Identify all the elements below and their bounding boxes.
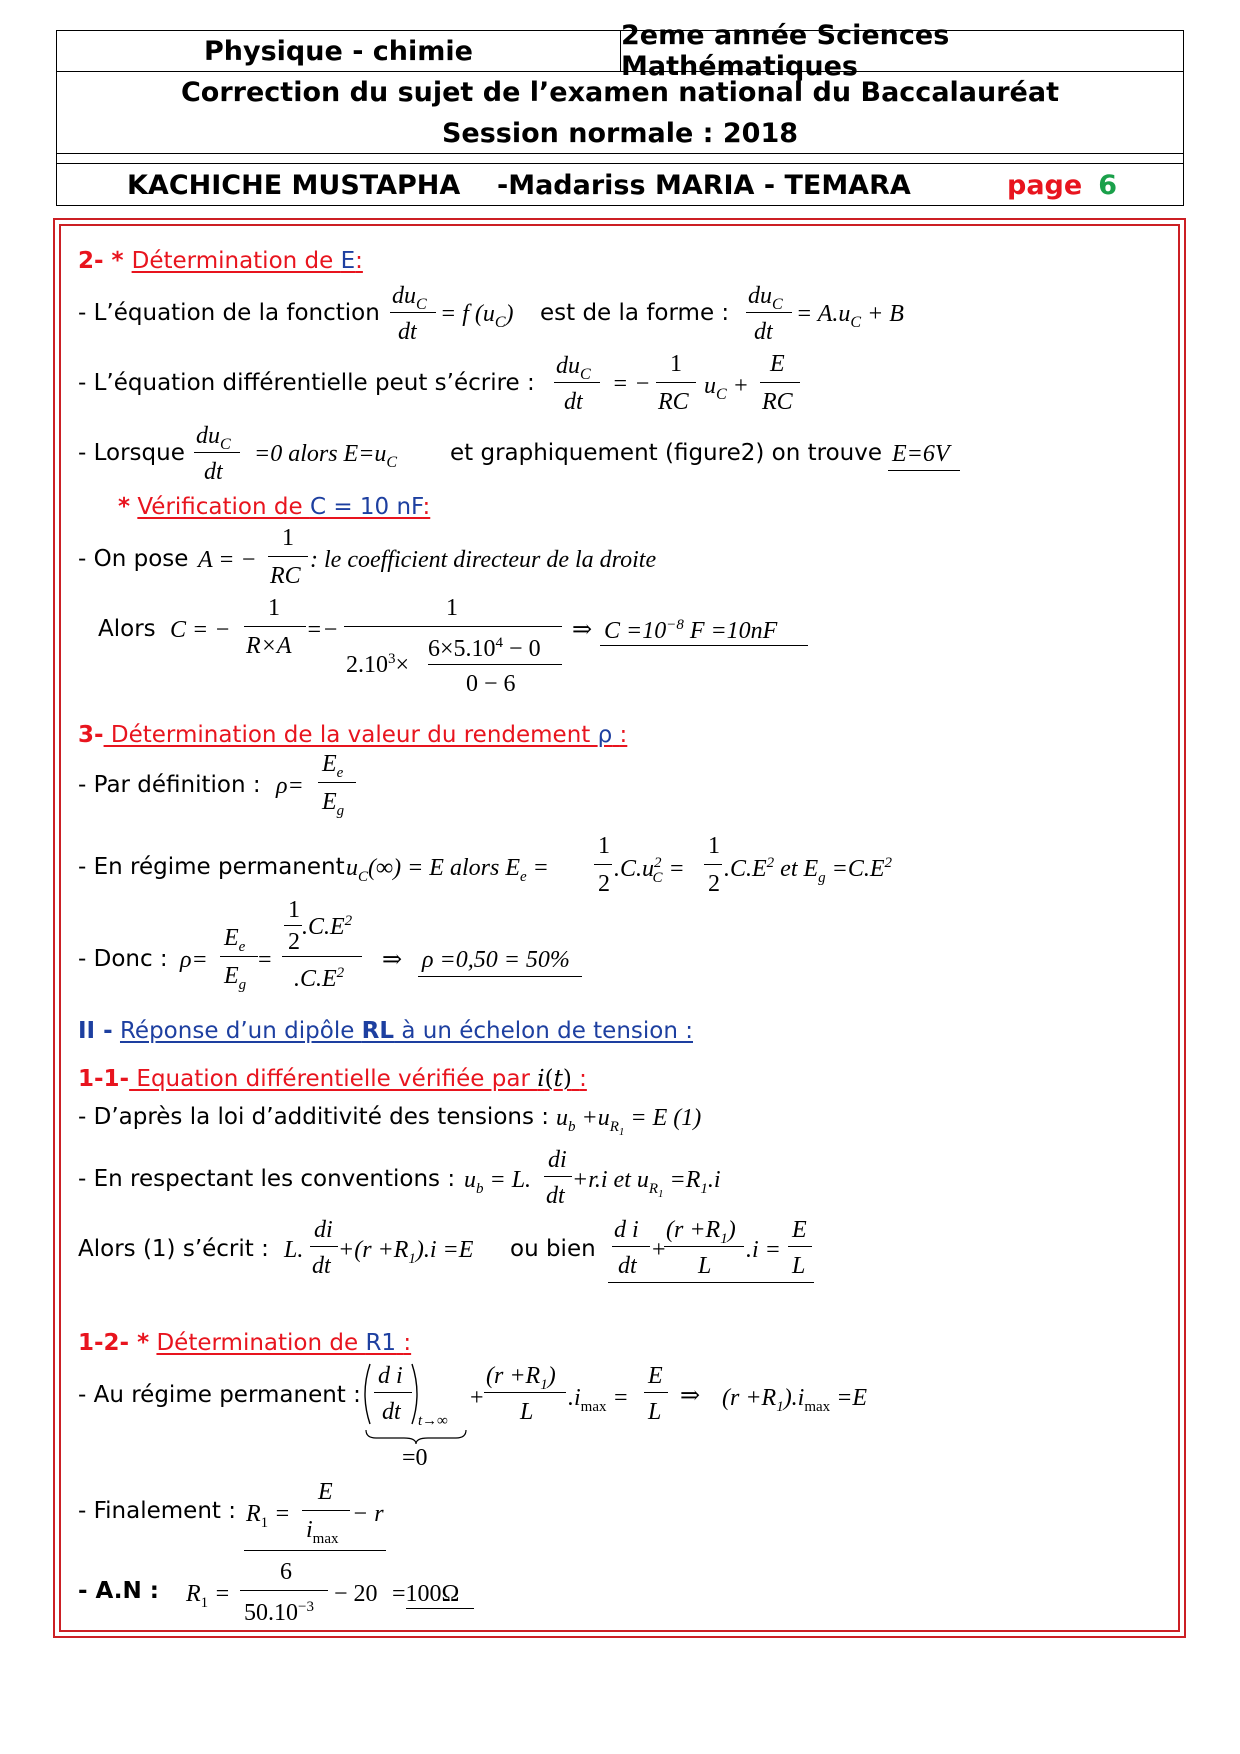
l1-dt: dt (398, 319, 417, 345)
s6-var: R1 (365, 1330, 397, 1356)
du: du (392, 283, 416, 309)
l3-dt: dt (204, 459, 223, 485)
frac-den: 0 − 6 (466, 671, 516, 697)
perm-res-end: ).i (783, 1385, 805, 1411)
conv-ub (464, 1168, 531, 1197)
rR1: +(r +R (338, 1237, 409, 1263)
A-uc-B-text: + B (867, 301, 904, 327)
s2-line2-text: - L’équation différentielle peut s’écrire : (78, 370, 535, 396)
rho-eq: ρ= (276, 773, 304, 799)
denom-a (346, 652, 409, 677)
ob-di: d i (614, 1217, 639, 1243)
perm-res (722, 1386, 867, 1415)
s2-num: 2- * (78, 248, 124, 274)
implies2: ⇒ (382, 947, 403, 973)
s3-def-text: - Par définition : (78, 772, 261, 798)
CE2c (294, 966, 344, 991)
l1b-dt: dt (754, 319, 773, 345)
CE2 (724, 856, 892, 886)
fin-R: R (246, 1501, 261, 1527)
Ee2-E: E (224, 925, 239, 951)
s3-heading (78, 724, 627, 747)
R1i-sub: 1 (700, 1180, 708, 1197)
an-minus20: − 20 (334, 1581, 378, 1607)
Eg-sub: g (336, 802, 345, 819)
C-result (604, 618, 777, 643)
Ldot: L. (284, 1237, 304, 1263)
eqE1: = E (1) (624, 1105, 702, 1131)
perm-dt: dt (382, 1399, 401, 1425)
frac-line (284, 925, 302, 926)
frac-line (484, 1392, 566, 1393)
lorsque-sub: C (386, 453, 398, 471)
conv-rest (572, 1168, 721, 1200)
result-underline (418, 976, 582, 977)
an-six: 6 (280, 1559, 292, 1585)
ob-doti: .i = (746, 1237, 781, 1263)
Ee2-sub: e (238, 938, 246, 955)
implies3: ⇒ (680, 1383, 701, 1409)
result-underline (608, 1282, 814, 1283)
frac-line (310, 1246, 338, 1247)
half-num: 1 (598, 833, 610, 859)
rho-eq2: ρ= (180, 947, 208, 973)
s2-line3-mid: et graphiquement (figure2) on trouve (450, 440, 882, 466)
RxA: R×A (246, 633, 292, 659)
s3-colon: : (619, 722, 628, 748)
alors-dt: dt (312, 1253, 331, 1279)
perm-res-sub: 1 (776, 1398, 784, 1415)
l2-RC: RC (658, 389, 689, 415)
frac-line (612, 1246, 650, 1247)
s6-title (156, 1330, 411, 1356)
verif-var: C = 10 nF (309, 494, 423, 520)
CE2b (302, 914, 352, 939)
s2-title-text: Détermination de (131, 248, 341, 274)
s6-heading (78, 1332, 411, 1355)
Eg2 (224, 964, 246, 993)
rR1-sub: 1 (408, 1250, 416, 1267)
Eg2-sub: g (238, 976, 247, 993)
sub-c: C (416, 295, 427, 313)
frac-line (268, 556, 308, 557)
ob-dt: dt (618, 1253, 637, 1279)
s6-perm-text: - Au régime permanent : (78, 1382, 361, 1408)
CuC (614, 856, 685, 886)
perm-E: E (648, 1363, 663, 1389)
A-uc: = A.u (796, 301, 851, 327)
alors-text: Alors (98, 616, 156, 642)
uinf-sub: C (358, 868, 369, 885)
ri: +r.i et u (572, 1167, 649, 1193)
ob-L: L (698, 1253, 712, 1279)
s2-var: E (340, 248, 356, 274)
eq-half2: = (662, 856, 685, 882)
l1b-du (748, 284, 783, 313)
et: et E (774, 856, 819, 882)
CE2b-text: .C.E (302, 914, 345, 940)
l1-du (392, 284, 427, 313)
perm-res-text: (r +R (722, 1385, 777, 1411)
frac-line (760, 382, 800, 383)
limit-parentheses (360, 1362, 470, 1444)
s2-colon: : (355, 248, 363, 274)
l2-E: E (770, 351, 785, 377)
verif-title (137, 494, 430, 520)
perm-eq: = (606, 1385, 629, 1411)
Eg2-E: E (224, 963, 239, 989)
eq-half: = (526, 855, 549, 881)
CE2-sq: 2 (766, 855, 775, 871)
l2-RC2: RC (762, 389, 793, 415)
big-one: 1 (446, 595, 458, 621)
fin-E: E (318, 1479, 333, 1505)
perm-res-max: max (804, 1398, 831, 1415)
doc-title: Correction du sujet de l’examen national du Baccalauréat (180, 76, 1059, 108)
Eg-res-sq: 2 (884, 855, 893, 871)
an-den (244, 1600, 314, 1625)
s5-title: Equation différentielle vérifiée par i(t) : (129, 1066, 587, 1092)
uinf-rest: (∞) = E alors E (368, 855, 520, 881)
uR1-1: 1 (618, 1125, 625, 1138)
ob-rR1-text: (r +R (666, 1217, 721, 1243)
frac-line (594, 864, 612, 865)
sub-c3: C (580, 365, 591, 383)
rR1-eq (338, 1238, 473, 1267)
ub: u (556, 1105, 568, 1131)
l2-du (556, 354, 591, 383)
frac-num-text: 6×5.10 (428, 636, 496, 662)
frac-line (664, 1246, 744, 1247)
frac-line (704, 864, 722, 865)
header-table (56, 20, 1184, 206)
ob-L2: L (792, 1253, 806, 1279)
CuC-text: .C.u (614, 856, 655, 882)
uinf-e-sub: e (519, 868, 527, 885)
result-underline (888, 470, 960, 471)
subject-cell: Physique - chimie (57, 31, 621, 71)
s4-heading (78, 1020, 693, 1043)
half-den: 2 (598, 871, 610, 897)
A-uc-B (796, 302, 904, 331)
pose-one: 1 (282, 525, 294, 551)
perm-rR1-sub: 1 (540, 1376, 548, 1393)
an-den-exp: −3 (298, 1599, 314, 1615)
ou-bien: ou bien (510, 1236, 596, 1262)
ri-R: R (648, 1180, 659, 1197)
an-R-sub: 1 (200, 1594, 209, 1611)
s3-num: 3- (78, 722, 104, 748)
Eg (322, 790, 344, 819)
uinf (346, 856, 549, 885)
Ee2 (224, 926, 245, 955)
f-uc (440, 302, 514, 331)
A-uc-sub: C (850, 313, 862, 331)
page-label: page (1007, 169, 1083, 201)
half-num2: 1 (708, 833, 720, 859)
s6-fin-text: - Finalement : (78, 1498, 236, 1524)
implies: ⇒ (572, 617, 593, 643)
fin-max: max (312, 1530, 339, 1547)
page-indicator (1007, 170, 1117, 201)
pose-RC: RC (270, 563, 301, 589)
frac-line (544, 1176, 572, 1177)
frac-line (194, 452, 240, 453)
L-dot: = L. (483, 1167, 532, 1193)
page-number: 6 (1098, 169, 1117, 201)
perm-imax-sub: max (580, 1398, 607, 1415)
f-uc-sub: C (494, 313, 506, 331)
t-inf: t→∞ (418, 1413, 448, 1429)
perm-rR1-end: ) (547, 1363, 556, 1389)
perm-imax (568, 1386, 629, 1415)
frac-line (302, 1510, 350, 1511)
Eg-res: =C.E (825, 856, 885, 882)
f-uc-text: = f (u (440, 301, 495, 327)
s6-colon: : (403, 1330, 412, 1356)
conv-ub-u: u (464, 1167, 476, 1193)
Eg-E: E (322, 789, 337, 815)
s5-title-text: Equation différentielle vérifiée par (129, 1066, 538, 1092)
verif-star: * (118, 494, 131, 520)
s6-an-text: - A.N : (78, 1578, 159, 1604)
fin-imax (306, 1518, 339, 1547)
du4: du (196, 423, 220, 449)
ob-plus: + (652, 1237, 666, 1263)
header-row-4 (57, 163, 1183, 206)
fin-eq: = (268, 1501, 291, 1527)
R1i: =R (663, 1167, 701, 1193)
s6-num: 1-2- * (78, 1330, 150, 1356)
du3: du (556, 353, 580, 379)
ri-1: 1 (658, 1187, 664, 1200)
s3-donc-text: - Donc : (78, 946, 168, 972)
level-cell: 2eme année Sciences Mathématiques (621, 20, 950, 82)
C-res: C =10 (604, 618, 667, 644)
C-eq: C = − (170, 617, 231, 643)
sub-c4: C (220, 435, 231, 453)
uc: u (704, 373, 716, 399)
s2-title (132, 248, 363, 274)
author-name: KACHICHE MUSTAPHA (127, 169, 461, 201)
frac-line (240, 1590, 328, 1591)
eq-donc: = (258, 947, 272, 973)
CE2b-sq: 2 (344, 913, 353, 929)
E-6V-result: E=6V (892, 441, 950, 467)
CuC-sub: C (652, 869, 663, 886)
l2-eq-minus: = − (612, 371, 651, 397)
perm-L: L (520, 1399, 534, 1425)
uinf-u: u (346, 855, 358, 881)
CuC-sq: 2 (654, 855, 662, 871)
fin-R1 (246, 1502, 290, 1531)
s3-var: ρ (597, 722, 613, 748)
frac-exp: 4 (495, 635, 504, 651)
header-row-1 (57, 20, 1183, 82)
half-num3: 1 (288, 897, 300, 923)
perm-rR1-text: (r +R (486, 1363, 541, 1389)
school-name: -Madariss MARIA - TEMARA (497, 169, 911, 201)
frac-num (428, 636, 541, 661)
A-eq: A = − (198, 547, 257, 573)
result-underline (406, 1608, 474, 1609)
conv-di: di (548, 1147, 567, 1173)
R1i-end: .i (707, 1167, 721, 1193)
alors-di: di (314, 1217, 333, 1243)
s5-colon: : (579, 1066, 587, 1092)
perm-res-eq: =E (830, 1385, 868, 1411)
sub-c2: C (772, 295, 783, 313)
s2-line3-text: - Lorsque (78, 440, 185, 466)
times: × (395, 652, 410, 678)
an-den-text: 50.10 (244, 1600, 298, 1626)
lorsque: =0 alors E=u (254, 441, 387, 467)
ub-sub: b (568, 1118, 576, 1135)
ob-rR1-sub: 1 (720, 1230, 728, 1247)
frac-num-end: − 0 (503, 636, 541, 662)
an-eq: = (208, 1581, 231, 1607)
C-res-end: F =10nF (683, 618, 778, 644)
result-underline (600, 645, 808, 646)
ob-rR1 (666, 1218, 736, 1247)
an-result: =100Ω (392, 1581, 460, 1607)
ob-E: E (792, 1217, 807, 1243)
fin-i: i (306, 1517, 313, 1543)
uR1-R: R (609, 1118, 619, 1135)
an-R: R (186, 1581, 201, 1607)
result-underline (244, 1550, 386, 1551)
frac-line (746, 312, 792, 313)
s4-title (120, 1018, 693, 1044)
et-g-sub: g (818, 869, 826, 886)
l2-dt: dt (564, 389, 583, 415)
pose-math: : le coefficient directeur de la droite (310, 547, 657, 573)
perm-di: d i (378, 1363, 403, 1389)
s6-title-text: Détermination de (156, 1330, 366, 1356)
add-eq (556, 1106, 701, 1138)
conv-ub-sub: b (476, 1180, 484, 1197)
perm-rR1 (486, 1364, 556, 1393)
frac-line (554, 382, 600, 383)
eq-zero: =0 (402, 1445, 428, 1471)
Ee-E: E (322, 751, 337, 777)
fin-R-sub: 1 (260, 1514, 269, 1531)
du2: du (748, 283, 772, 309)
l2-uc (704, 374, 749, 403)
denom-exp: 3 (388, 651, 396, 667)
s3-title (104, 722, 628, 748)
s5-conv-text: - En respectant les conventions : (78, 1166, 456, 1192)
l3-du (196, 424, 231, 453)
CE2c-sq: 2 (336, 965, 345, 981)
half-den3: 2 (288, 929, 300, 955)
perm-plus: + (470, 1385, 484, 1411)
CE2-text: .C.E (724, 856, 767, 882)
uc-sub: C (716, 385, 727, 403)
s5-num: 1-1- (78, 1066, 130, 1092)
denom-a-text: 2.10 (346, 652, 388, 678)
s5-alors-text: Alors (1) s’écrit : (78, 1236, 269, 1262)
conv-dt: dt (546, 1183, 565, 1209)
frac-line (428, 664, 562, 665)
s3-title-text: Détermination de la valeur du rendement (103, 722, 598, 748)
rho-result: ρ =0,50 = 50% (422, 947, 570, 973)
s4-b: RL (361, 1018, 395, 1044)
s5-add-text: - D’après la loi d’additivité des tensions : (78, 1104, 550, 1130)
frac-line (374, 1392, 412, 1393)
session-title: Session normale : 2018 (57, 113, 1183, 154)
eq-minus2: =− (306, 617, 339, 643)
s2-heading (78, 250, 363, 273)
frac-line (220, 956, 258, 957)
frac-line (344, 626, 562, 627)
frac-line (318, 782, 356, 783)
verif-colon: : (422, 494, 431, 520)
f-uc-close: ) (505, 301, 514, 327)
verif-text: Vérification de (137, 494, 310, 520)
uR1: +u (575, 1105, 610, 1131)
pose-text: - On pose (78, 546, 189, 572)
frac-line (788, 1246, 812, 1247)
frac-line (390, 312, 436, 313)
fin-minus-r: − r (352, 1501, 384, 1527)
rR1-end: ).i =E (415, 1237, 474, 1263)
frac-line (244, 626, 306, 627)
s3-perm-text: - En régime permanent (78, 854, 345, 880)
frac-line (644, 1392, 668, 1393)
ob-rR1-end: ) (727, 1217, 736, 1243)
plus: + (732, 373, 749, 399)
s4-num: II - (78, 1018, 113, 1044)
Ee (322, 752, 343, 781)
Ee-sub: e (336, 764, 344, 781)
s2-line1-mid: est de la forme : (540, 300, 730, 326)
frac-line (282, 956, 362, 957)
l3-eq (254, 442, 397, 471)
s4-a: Réponse d’un dipôle (119, 1018, 362, 1044)
l2-one: 1 (670, 351, 682, 377)
s4-c: à un échelon de tension : (394, 1018, 693, 1044)
perm-imax-text: .i (568, 1385, 581, 1411)
alors-one: 1 (268, 595, 280, 621)
s2-line1-text: - L’équation de la fonction (78, 300, 380, 326)
verif-heading (118, 496, 430, 519)
s5-heading (78, 1068, 587, 1091)
frac-line (656, 382, 696, 383)
C-res-exp: −8 (666, 617, 684, 633)
CE2c-text: .C.E (294, 966, 337, 992)
an-R1 (186, 1582, 230, 1611)
perm-L2: L (648, 1399, 662, 1425)
half-den2: 2 (708, 871, 720, 897)
